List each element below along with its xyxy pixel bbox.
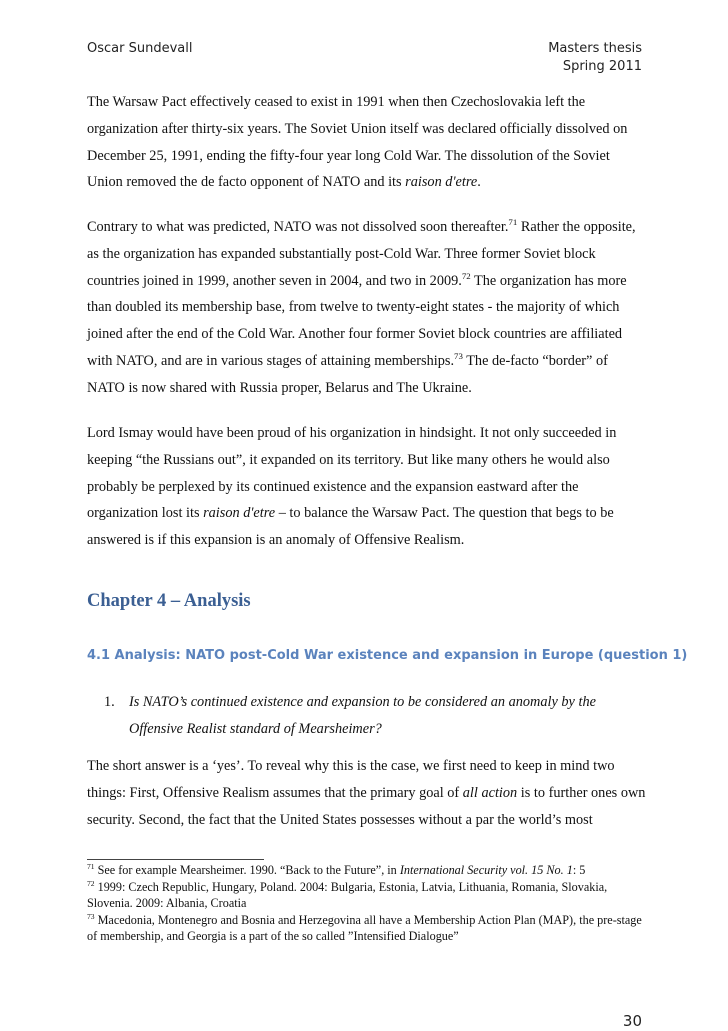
chapter-heading: Chapter 4 – Analysis bbox=[87, 591, 251, 611]
italic-span: raison d'etre bbox=[203, 505, 276, 522]
text-span: The short answer is a ‘yes’. To reveal why this is the case, we first need to keep in mind two things: First, Offensive Realism assumes that the primary goal of bbox=[87, 758, 615, 801]
footnote-divider bbox=[87, 859, 264, 860]
text-span: Rather the opposite, as the organization has expanded substantially post-Cold War. Three former Soviet block countries joined in 1999, another seven in 2004, and two in 2009. bbox=[87, 219, 636, 289]
footnote-number: 71 bbox=[87, 861, 95, 871]
italic-span: International Security vol. 15 No. 1 bbox=[399, 863, 573, 877]
footnote-72 bbox=[87, 879, 652, 912]
text-span: The Warsaw Pact effectively ceased to exist in 1991 when then Czechoslovakia left the organization after thirty-six years. The Soviet Union itself was declared officially dissolved on December 25, 1991, ending the fifty-four year long Cold War. The dissolution of the Soviet Union removed the de facto opponent of NATO and its bbox=[87, 94, 628, 191]
text-span: : 5 bbox=[572, 863, 586, 877]
text-span: Macedonia, Montenegro and Bosnia and Herzegovina all have a Membership Action Plan (MAP), the pre-stage of membership, and Georgia is a part of the so called ”Intensified Dialogue” bbox=[87, 912, 642, 944]
footnote-71 bbox=[87, 862, 652, 879]
paragraph-nato-expansion bbox=[87, 214, 647, 402]
italic-span: raison d'etre bbox=[405, 174, 478, 191]
paragraph-short-answer bbox=[87, 753, 647, 833]
header-info bbox=[548, 40, 642, 76]
italic-span: all action bbox=[462, 784, 518, 801]
footnote-ref-72[interactable]: 72 bbox=[461, 270, 471, 281]
question-number: 1. bbox=[104, 694, 115, 710]
footnote-ref-73[interactable]: 73 bbox=[454, 351, 463, 362]
header-term: Spring 2011 bbox=[562, 59, 642, 74]
paragraph-lord-ismay bbox=[87, 420, 647, 554]
research-question bbox=[104, 689, 634, 743]
text-span: See for example Mearsheimer. 1990. “Back to the Future”, in bbox=[94, 863, 400, 877]
paragraph-warsaw-pact bbox=[87, 89, 647, 196]
text-span: 1999: Czech Republic, Hungary, Poland. 2004: Bulgaria, Estonia, Latvia, Lithuania, Romania, Slovakia, Slovenia. 2009: Albania, Croatia bbox=[87, 879, 608, 911]
text-span: . bbox=[477, 174, 481, 191]
footnote-number: 72 bbox=[87, 878, 95, 888]
footnote-ref-71[interactable]: 71 bbox=[508, 217, 518, 228]
text-span: The organization has more than doubled its membership base, from twelve to twenty-eight states - the majority of which joined after the end of the Cold War. Another four former Soviet block countries are affiliated with NATO, and are in various stages of attaining memberships. bbox=[87, 272, 627, 369]
text-span: – to balance the Warsaw Pact. The question that begs to be answered is if this expansion is an anomaly of Offensive Realism. bbox=[87, 505, 614, 549]
text-span: The de-facto “border” of NATO is now shared with Russia proper, Belarus and The Ukraine. bbox=[87, 352, 608, 396]
text-span: Lord Ismay would have been proud of his organization in hindsight. It not only succeeded in keeping “the Russians out”, it expanded on its territory. But like many others he would also probably be perplexed by its continued existence and the expansion eastward after the organization lost its bbox=[87, 425, 617, 522]
footnotes bbox=[87, 862, 652, 945]
header-author: Oscar Sundevall bbox=[87, 41, 193, 56]
footnote-73 bbox=[87, 912, 652, 945]
header-doc-type: Masters thesis bbox=[548, 41, 642, 56]
question-text: Is NATO’s continued existence and expansion to be considered an anomaly by the Offensive Realist standard of Mearsheimer? bbox=[129, 694, 596, 737]
section-heading: 4.1 Analysis: NATO post-Cold War existence and expansion in Europe (question 1) bbox=[87, 648, 688, 663]
footnote-number: 73 bbox=[87, 911, 95, 921]
page-number: 30 bbox=[622, 1012, 642, 1030]
text-span: is to further ones own security. Second, the fact that the United States possesses without a par the world’s most bbox=[87, 784, 646, 828]
text-span: Contrary to what was predicted, NATO was not dissolved soon thereafter. bbox=[87, 219, 509, 235]
